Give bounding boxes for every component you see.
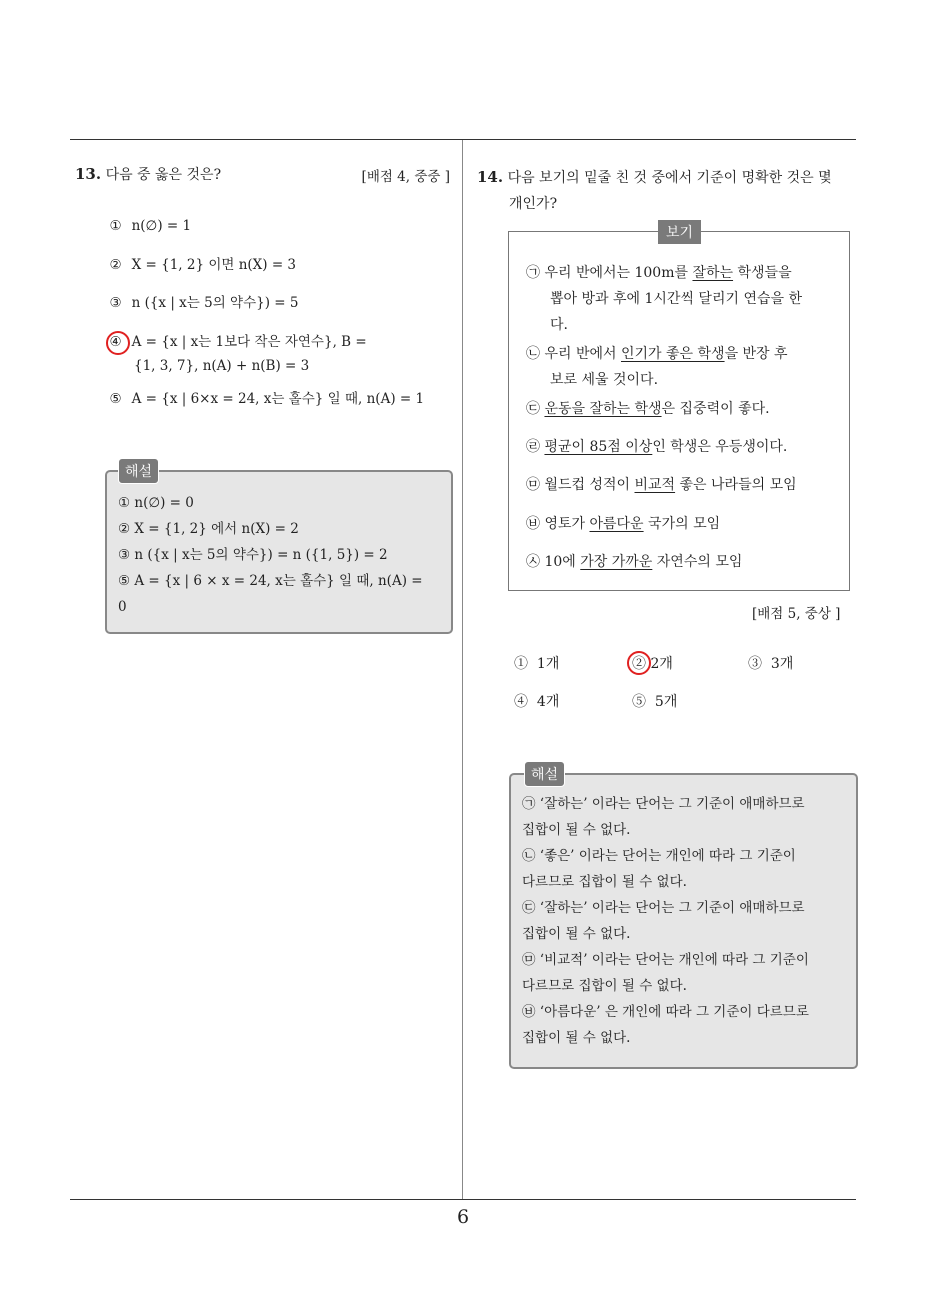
q14-header: 14. 다음 보기의 밑줄 친 것 중에서 기준이 명확한 것은 몇 개인가? — [477, 168, 832, 212]
q13-score: [배점 4, 중중 ] — [361, 169, 450, 185]
q14-solution-text: ㉠ ‘잘하는’ 이라는 단어는 그 기준이 애매하므로 집합이 될 수 없다. ㉡ ‘좋은’ 이라는 단어는 개인에 따라 그 기준이 다르므로 집합이 될 수 없다. ㉢ ‘잘하는’ 이라는 단어는 그 기준이 애매하므로 집합이 될 수 없다. ㉤ ‘비교적’ 이라는 단어는 개인에 따라 그 기준이 다르므로 집합이 될 수 없다. ㉥ ‘아름다운’ 은 개인에 따라 그 기준이 다르므로 집합이 될 수 없다. — [522, 796, 809, 1046]
q14-answer-4[interactable]: ④ 4개 — [514, 694, 560, 710]
bogi-item-1: ㉠ 우리 반에서는 100m를 잘하는 학생들을 뽑아 방과 후에 1시간씩 달리기 연습을 한 다. — [526, 265, 802, 333]
q13-header — [75, 164, 450, 184]
bogi-item-7: ㉦ 10에 가장 가까운 자연수의 모임 — [526, 554, 743, 570]
q14-answer-5[interactable]: ⑤ 5개 — [632, 694, 678, 710]
q14-score: [배점 5, 중상 ] — [752, 606, 841, 622]
bogi-label: 보기 — [658, 220, 701, 244]
q13-option-3[interactable]: ③ n ({x | x는 5의 약수}) = 5 — [109, 295, 299, 311]
q13-solution-label: 해설 — [118, 458, 159, 484]
q14-answer-1[interactable]: ① 1개 — [514, 656, 560, 672]
top-rule — [70, 139, 856, 140]
q13-solution-text: ① n(∅) = 0 ② X = {1, 2} 에서 n(X) = 2 ③ n ({x | x는 5의 약수}) = n ({1, 5}) = 2 ⑤ A = {x | 6 × x = 24, x는 홀수} 일 때, n(A) = 0 — [118, 495, 423, 615]
bogi-item-2: ㉡ 우리 반에서 인기가 좋은 학생을 반장 후 보로 세울 것이다. — [526, 346, 788, 388]
q14-answer-2[interactable]: ② 2개 — [632, 656, 673, 672]
q13-option-1[interactable]: ① n(∅) = 1 — [109, 218, 192, 234]
q13-option-4[interactable]: ④ A = {x | x는 1보다 작은 자연수}, B = {1, 3, 7}, n(A) + n(B) = 3 — [109, 334, 367, 374]
q13-question: 다음 중 옳은 것은? — [105, 167, 222, 183]
q13-number: 13. — [75, 165, 102, 183]
q14-solution-label: 해설 — [524, 761, 565, 787]
page-number: 6 — [456, 1206, 470, 1228]
q13-option-2[interactable]: ② X = {1, 2} 이면 n(X) = 3 — [109, 257, 297, 273]
bogi-item-5: ㉤ 월드컵 성적이 비교적 좋은 나라들의 모임 — [526, 477, 797, 493]
bogi-item-6: ㉥ 영토가 아름다운 국가의 모임 — [526, 516, 721, 532]
q14-answer-3[interactable]: ③ 3개 — [748, 656, 794, 672]
q14-question: 다음 보기의 밑줄 친 것 중에서 기준이 명확한 것은 몇 — [507, 170, 832, 186]
bogi-item-4: ㉣ 평균이 85점 이상인 학생은 우등생이다. — [526, 439, 788, 455]
q14-number: 14. — [477, 168, 504, 186]
column-divider — [462, 140, 463, 1200]
bottom-rule — [70, 1199, 856, 1200]
q13-option-5[interactable]: ⑤ A = {x | 6×x = 24, x는 홀수} 일 때, n(A) = 1 — [109, 391, 425, 407]
bogi-item-3: ㉢ 운동을 잘하는 학생은 집중력이 좋다. — [526, 401, 770, 417]
